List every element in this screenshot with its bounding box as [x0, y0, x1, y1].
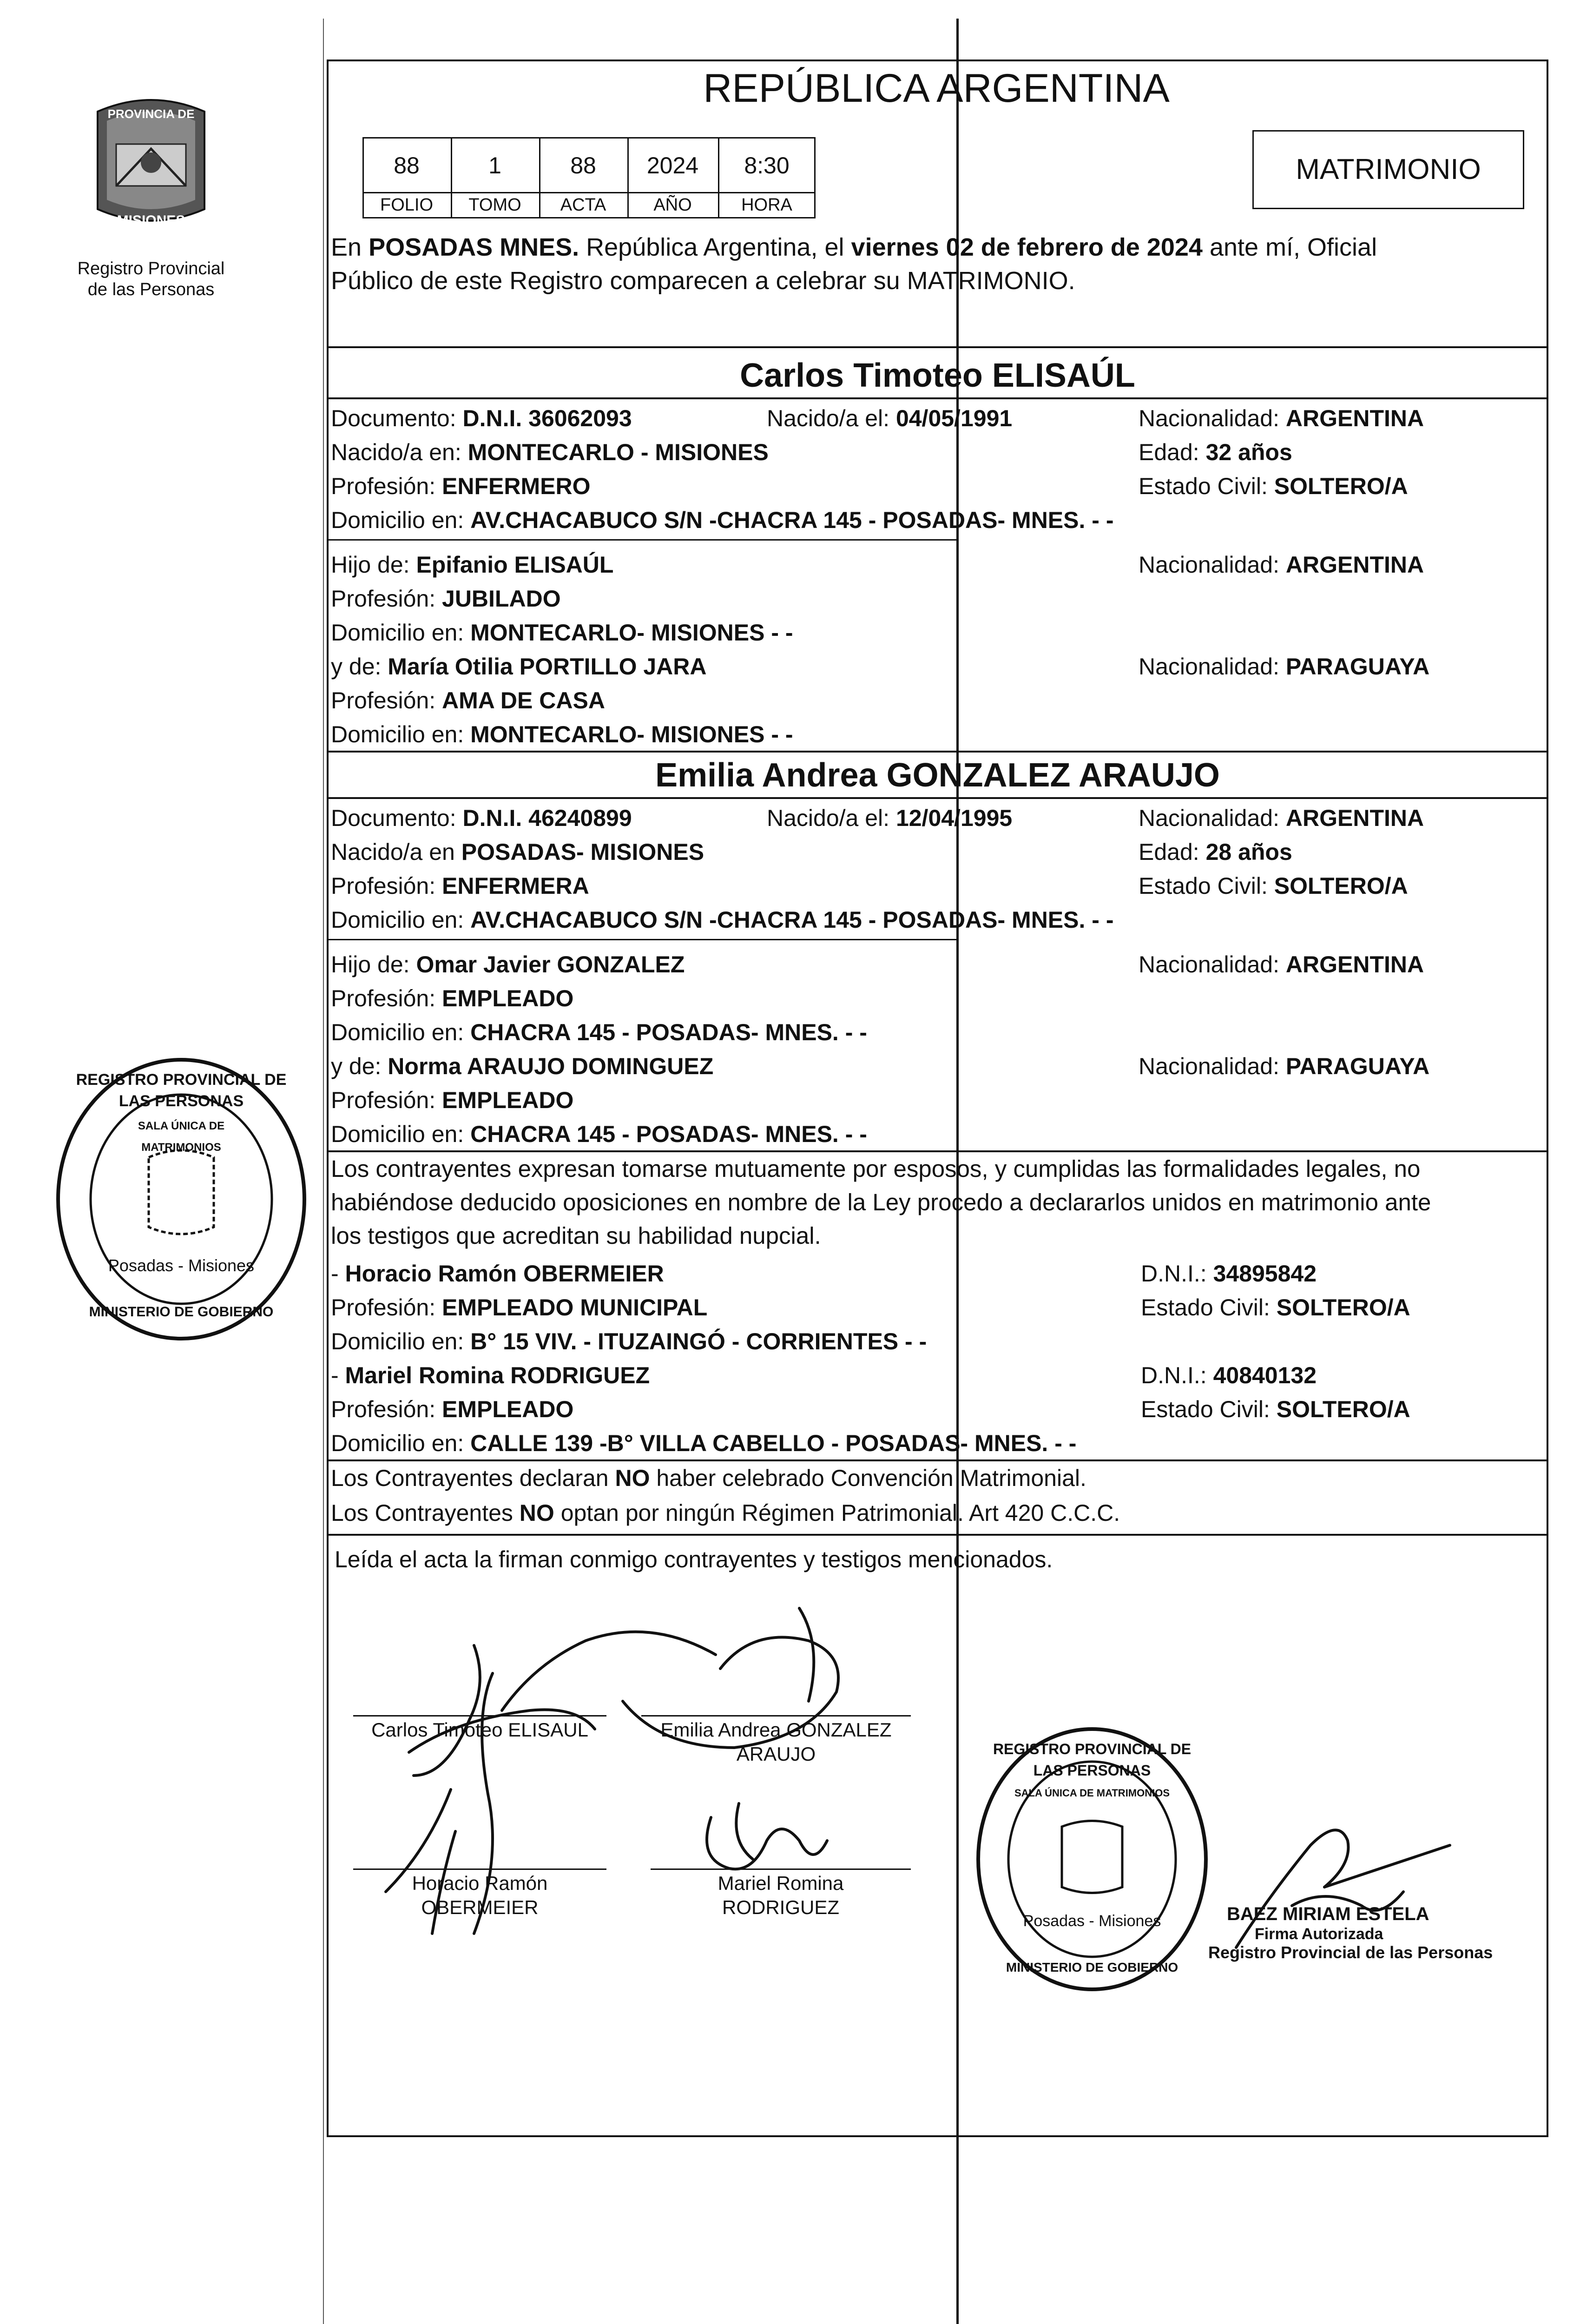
ref-tomo-header: TOMO	[468, 195, 521, 215]
party2-father-nacionalidad: Nacionalidad: ARGENTINA	[1139, 951, 1424, 977]
party2-profesion: Profesión: ENFERMERA	[331, 873, 589, 899]
declaration-line-1: Los contrayentes expresan tomarse mutuamente por esposos, y cumplidas las formalidades legales, no	[331, 1155, 1421, 1182]
party1-mother-profesion: Profesión: AMA DE CASA	[331, 687, 605, 713]
witness2-name: - Mariel Romina RODRIGUEZ	[331, 1362, 650, 1388]
witness1-signature-caption-2: OBERMEIER	[421, 1896, 539, 1918]
groom-signature-caption: Carlos Timoteo ELISAUL	[371, 1719, 588, 1741]
page-border-bottom	[327, 2135, 1548, 2137]
section-rule	[327, 346, 1548, 348]
registry-logo	[88, 93, 214, 246]
party2-domicilio: Domicilio en: AV.CHACABUCO S/N -CHACRA 145 - POSADAS- MNES. - -	[331, 907, 1114, 933]
logo-caption-2: de las Personas	[87, 280, 215, 299]
party1-mother-domicilio: Domicilio en: MONTECARLO- MISIONES - -	[331, 721, 793, 747]
ref-ano-value: 2024	[646, 152, 699, 178]
party2-nacionalidad: Nacionalidad: ARGENTINA	[1139, 805, 1424, 831]
party1-nacionalidad: Nacionalidad: ARGENTINA	[1139, 405, 1424, 431]
intro-line-1: En POSADAS MNES. República Argentina, el viernes 02 de febrero de 2024 ante mí, Oficial	[331, 233, 1377, 261]
convention-line-1: Los Contrayentes declaran NO haber celebrado Convención Matrimonial.	[331, 1465, 1086, 1491]
convention-line-2: Los Contrayentes NO optan por ningún Régimen Patrimonial. Art 420 C.C.C.	[331, 1500, 1120, 1526]
witness2-dni: D.N.I.: 40840132	[1141, 1362, 1317, 1388]
ref-ano-header: AÑO	[653, 195, 692, 215]
party1-mother: y de: María Otilia PORTILLO JARA	[331, 654, 707, 680]
witness1-dni: D.N.I.: 34895842	[1141, 1261, 1317, 1287]
official-seal-inner-text: SALA ÚNICA DE MATRIMONIOS	[1014, 1787, 1170, 1799]
margin-seal-inner-text: SALA ÚNICA DE MATRIMONIOS	[138, 1120, 225, 1154]
party1-documento: Documento: D.N.I. 36062093	[331, 405, 632, 431]
witness1-profesion: Profesión: EMPLEADO MUNICIPAL	[331, 1294, 708, 1320]
margin-seal-outer-text: REGISTRO PROVINCIAL DE LAS PERSONAS	[76, 1071, 287, 1110]
party1-name: Carlos Timoteo ELISAÚL	[740, 357, 1135, 394]
witness2-domicilio: Domicilio en: CALLE 139 -B° VILLA CABELLO - POSADAS- MNES. - -	[331, 1430, 1077, 1456]
logo-caption-1: Registro Provincial	[77, 259, 225, 278]
party1-father-domicilio: Domicilio en: MONTECARLO- MISIONES - -	[331, 620, 793, 646]
margin-line	[323, 19, 324, 2324]
country-title: REPÚBLICA ARGENTINA	[703, 66, 1170, 111]
act-type: MATRIMONIO	[1296, 153, 1481, 185]
ref-folio-header: FOLIO	[380, 195, 434, 215]
witness1-signature-line	[353, 1868, 606, 1870]
declaration-line-2: habiéndose deducido oposiciones en nombre de la Ley procedo a declararlos unidos en matrimonio ante	[331, 1189, 1431, 1215]
party1-domicilio: Domicilio en: AV.CHACABUCO S/N -CHACRA 145 - POSADAS- MNES. - -	[331, 507, 1114, 533]
witness2-estado-civil: Estado Civil: SOLTERO/A	[1141, 1396, 1410, 1422]
ref-hora-header: HORA	[741, 195, 792, 215]
groom-signature-line	[353, 1715, 606, 1717]
party2-father-profesion: Profesión: EMPLEADO	[331, 985, 574, 1011]
party2-mother-domicilio: Domicilio en: CHACRA 145 - POSADAS- MNES. - -	[331, 1121, 867, 1147]
party2-father: Hijo de: Omar Javier GONZALEZ	[331, 951, 685, 977]
party1-mother-nacionalidad: Nacionalidad: PARAGUAYA	[1139, 654, 1430, 680]
page-border-top	[327, 59, 1548, 61]
witness1-name: - Horacio Ramón OBERMEIER	[331, 1261, 664, 1287]
party2-nacido-en: Nacido/a en POSADAS- MISIONES	[331, 839, 704, 865]
bride-signature-line	[641, 1715, 911, 1717]
witness1-domicilio: Domicilio en: B° 15 VIV. - ITUZAINGÓ - CORRIENTES - -	[331, 1328, 927, 1354]
party2-estado-civil: Estado Civil: SOLTERO/A	[1139, 873, 1408, 899]
witness2-signature-line	[651, 1868, 911, 1870]
party2-mother: y de: Norma ARAUJO DOMINGUEZ	[331, 1053, 714, 1079]
party1-father: Hijo de: Epifanio ELISAÚL	[331, 552, 614, 578]
official-seal-outer-text: REGISTRO PROVINCIAL DE LAS PERSONAS	[993, 1741, 1192, 1779]
party1-father-profesion: Profesión: JUBILADO	[331, 586, 561, 612]
logo-text-top: PROVINCIA DE	[107, 107, 195, 121]
party1-edad: Edad: 32 años	[1139, 439, 1292, 465]
witness2-profesion: Profesión: EMPLEADO	[331, 1396, 574, 1422]
declaration-line-3: los testigos que acreditan su habilidad nupcial.	[331, 1222, 821, 1249]
ref-tomo-value: 1	[488, 152, 501, 178]
official-seal-city: Posadas - Misiones	[1023, 1912, 1161, 1930]
ref-folio-value: 88	[394, 152, 420, 178]
official-stamp-line-3: Registro Provincial de las Personas	[1208, 1943, 1493, 1962]
party1-father-nacionalidad: Nacionalidad: ARGENTINA	[1139, 552, 1424, 578]
party2-nacido-el: Nacido/a el: 12/04/1995	[767, 805, 1013, 831]
margin-seal-city: Posadas - Misiones	[108, 1256, 255, 1275]
party1-nacido-en: Nacido/a en: MONTECARLO - MISIONES	[331, 439, 769, 465]
witness2-signature-caption-2: RODRIGUEZ	[722, 1896, 839, 1918]
party2-mother-profesion: Profesión: EMPLEADO	[331, 1087, 574, 1113]
ref-acta-value: 88	[570, 152, 596, 178]
official-stamp-line-2: Firma Autorizada	[1255, 1925, 1383, 1943]
witness1-signature-caption-1: Horacio Ramón	[412, 1872, 548, 1894]
party2-father-domicilio: Domicilio en: CHACRA 145 - POSADAS- MNES. - -	[331, 1019, 867, 1045]
official-stamp-line-1: BAEZ MIRIAM ESTELA	[1227, 1904, 1429, 1924]
party1-nacido-el: Nacido/a el: 04/05/1991	[767, 405, 1013, 431]
party2-edad: Edad: 28 años	[1139, 839, 1292, 865]
party1-estado-civil: Estado Civil: SOLTERO/A	[1139, 473, 1408, 499]
party2-mother-nacionalidad: Nacionalidad: PARAGUAYA	[1139, 1053, 1430, 1079]
party2-name: Emilia Andrea GONZALEZ ARAUJO	[655, 757, 1220, 794]
closing-statement: Leída el acta la firman conmigo contrayentes y testigos mencionados.	[335, 1546, 1053, 1572]
witness1-estado-civil: Estado Civil: SOLTERO/A	[1141, 1294, 1410, 1320]
official-seal	[971, 1720, 1213, 1999]
bride-signature-caption-2: ARAUJO	[736, 1743, 816, 1765]
ref-acta-header: ACTA	[560, 195, 606, 215]
party2-documento: Documento: D.N.I. 46240899	[331, 805, 632, 831]
witness2-signature-caption-1: Mariel Romina	[718, 1872, 844, 1894]
margin-seal-ministry: MINISTERIO DE GOBIERNO	[89, 1304, 274, 1320]
logo-text-bottom: MISIONES	[117, 213, 185, 228]
margin-seal	[51, 1050, 311, 1348]
official-seal-ministry: MINISTERIO DE GOBIERNO	[1006, 1960, 1178, 1974]
intro-line-2: Público de este Registro comparecen a celebrar su MATRIMONIO.	[331, 267, 1075, 295]
party1-profesion: Profesión: ENFERMERO	[331, 473, 591, 499]
bride-signature-caption-1: Emilia Andrea GONZALEZ	[660, 1719, 892, 1741]
ref-hora-value: 8:30	[744, 152, 790, 178]
